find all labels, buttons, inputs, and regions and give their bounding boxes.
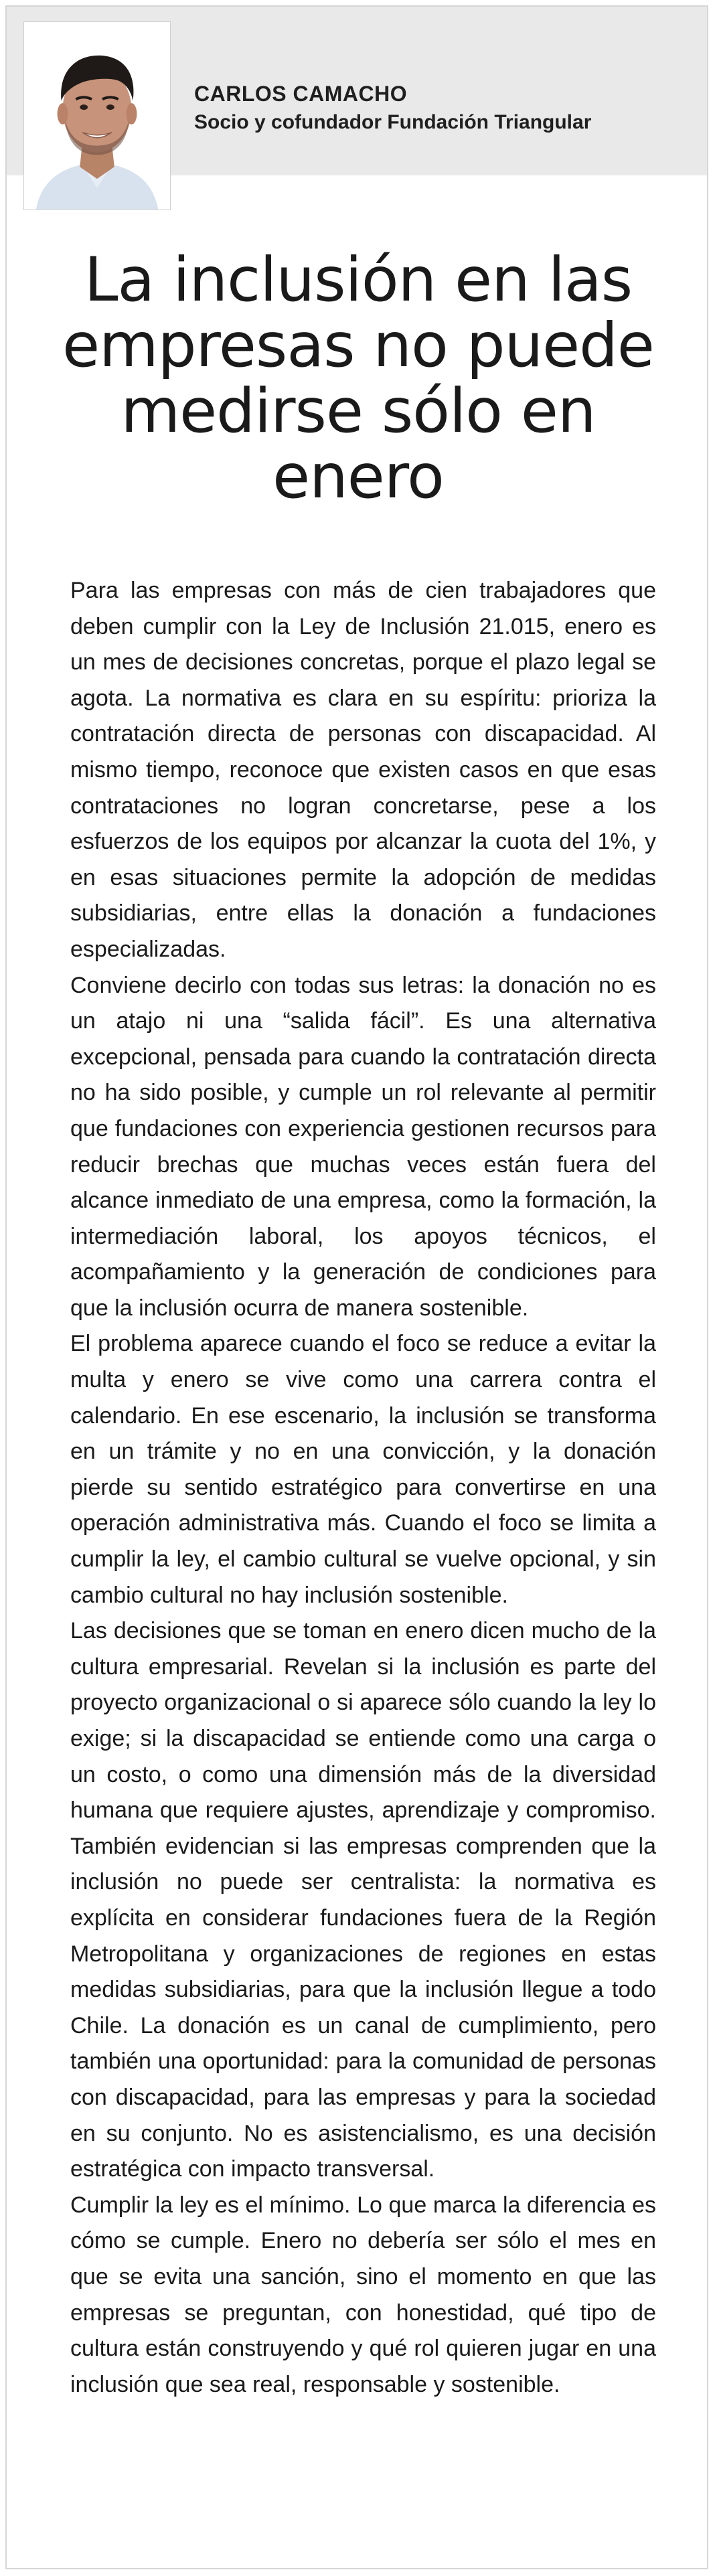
body-paragraph: Conviene decirlo con todas sus letras: la donación no es un atajo ni una “salida fácil”. Es una alternativa excepcional, pensada para cuando la contratación directa no ha sido posible, y cumple un rol relevante al permitir que fundaciones con experiencia gestionen recursos para reducir brechas que muchas veces están fuera del alcance inmediato de una empresa, como la formación, la intermediación laboral, los apoyos técnicos, el acompañamiento y la generación de condiciones para que la inclusión ocurra de manera sostenible. — [70, 972, 656, 1321]
author-name: CARLOS CAMACHO — [194, 82, 408, 106]
body-paragraph: Cumplir la ley es el mínimo. Lo que marca la diferencia es cómo se cumple. Enero no debería ser sólo el mes en que se evita una sanción, sino el momento en que las empresas se preguntan, con honestidad, qué tipo de cultura están construyendo y qué rol quieren jugar en una inclusión que sea real, responsable y sostenible. — [70, 2192, 656, 2397]
opinion-article — [5, 5, 708, 2569]
body-paragraph: El problema aparece cuando el foco se reduce a evitar la multa y enero se vive como una carrera contra el calendario. En ese escenario, la inclusión se transforma en un trámite y no en una convicción, y la donación pierde su sentido estratégico para convertirse en una operación administrativa más. Cuando el foco se limita a cumplir la ley, el cambio cultural se vuelve opcional, y sin cambio cultural no hay inclusión sostenible. — [70, 1331, 656, 1608]
article-body — [70, 573, 656, 2403]
author-photo — [23, 21, 171, 210]
body-paragraph: Para las empresas con más de cien trabajadores que deben cumplir con la Ley de Inclusión 21.015, enero es un mes de decisiones concretas, porque el plazo legal se agota. La normativa es clara en su espíritu: prioriza la contratación directa de personas con discapacidad. Al mismo tiempo, reconoce que existen casos en que esas contrataciones no logran concretarse, pese a los esfuerzos de los equipos por alcanzar la cuota del 1%, y en esas situaciones permite la adopción de medidas subsidiarias, entre ellas la donación a fundaciones especializadas. — [70, 578, 656, 962]
author-portrait — [24, 22, 170, 210]
author-role: Socio y cofundador Fundación Triangular — [194, 111, 592, 133]
article-headline: La inclusión en las empresas no puede medirse sólo en enero — [62, 245, 654, 512]
body-paragraph: Las decisiones que se toman en enero dicen mucho de la cultura empresarial. Revelan si la inclusión es parte del proyecto organizacional o si aparece sólo cuando la ley lo exige; si la discapacidad se entiende como una carga o un costo, o como una dimensión más de la diversidad humana que requiere ajustes, aprendizaje y compromiso. También evidencian si las empresas comprenden que la inclusión no puede ser centralista: la normativa es explícita en considerar fundaciones fuera de la Región Metropolitana y organizaciones de regiones en estas medidas subsidiarias, para que la inclusión llegue a todo Chile. La donación es un canal de cumplimiento, pero también una oportunidad: para la comunidad de personas con discapacidad, para las empresas y para la sociedad en su conjunto. No es asistencialismo, es una decisión estratégica con impacto transversal. — [70, 1618, 656, 2182]
